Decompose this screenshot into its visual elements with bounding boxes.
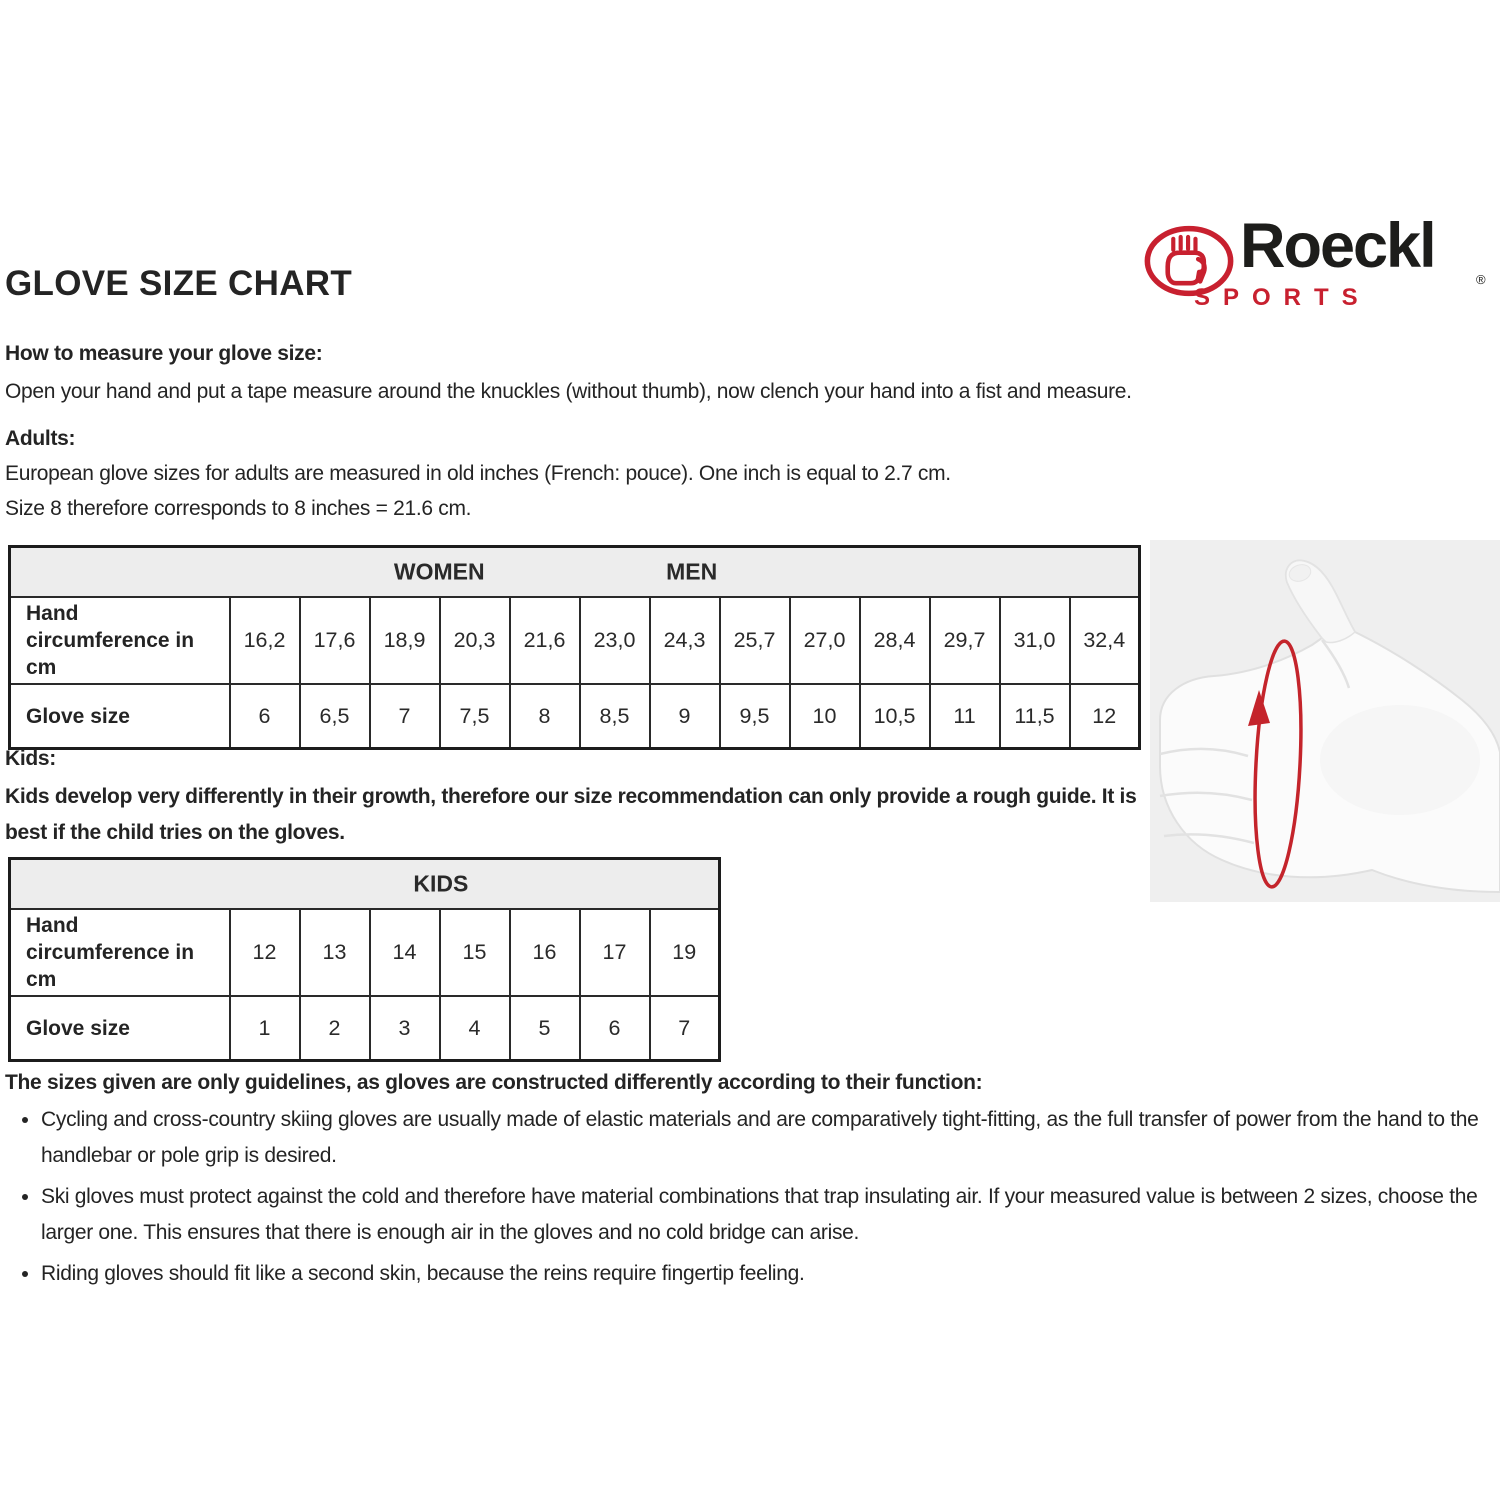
kids-glove-size-value: 7 [650,996,720,1061]
adults-circumference-value: 27,0 [790,597,860,684]
adults-circumference-value: 16,2 [230,597,300,684]
adults-glove-size-value: 7,5 [440,684,510,749]
adults-circumference-value: 21,6 [510,597,580,684]
adults-glove-size-value: 10,5 [860,684,930,749]
kids-group-header-cell [10,859,720,910]
kids-glove-size-value: 4 [440,996,510,1061]
adults-circumference-value: 32,4 [1070,597,1140,684]
roeckl-logo [1142,211,1496,315]
registered-trademark-symbol: ® [1476,272,1486,287]
men-group-label: MEN [666,558,718,585]
kids-circumference-value: 17 [580,909,650,996]
adults-glove-size-value: 6,5 [300,684,370,749]
adults-glove-size-value: 11,5 [1000,684,1070,749]
adults-circumference-value: 29,7 [930,597,1000,684]
adults-glove-size-value: 8 [510,684,580,749]
kids-circumference-value: 19 [650,909,720,996]
adults-text-line2: Size 8 therefore corresponds to 8 inches = 21.6 cm. [5,497,472,520]
kids-group-header-row [10,859,720,910]
kids-group-label: KIDS [413,870,469,897]
kids-circumference-row [10,909,720,996]
adults-group-header-cell [10,547,1140,598]
measure-instructions: Open your hand and put a tape measure around the knuckles (without thumb), now clench your hand into a fist and measure. [5,380,1132,403]
adults-glove-size-value: 12 [1070,684,1140,749]
adults-glove-size-value: 8,5 [580,684,650,749]
guidelines-heading: The sizes given are only guidelines, as gloves are constructed differently according to their function: [5,1071,983,1094]
kids-glove-size-row [10,996,720,1061]
kids-glove-size-label: Glove size [10,996,230,1061]
adults-circumference-value: 18,9 [370,597,440,684]
guideline-cycling: • Cycling and cross-country skiing gloves are usually made of elastic materials and are comparatively tight-fitting, as the full transfer of power from the hand to the handlebar or pole grip is desired. [41,1102,1500,1174]
hand-measurement-figure [1150,540,1500,902]
adults-circumference-value: 28,4 [860,597,930,684]
logo-sports-text: SPORTS [1194,284,1371,311]
adults-size-table [8,545,1141,750]
guidelines-list [5,1102,1500,1297]
adults-circumference-label: Hand circumference in cm [10,597,230,684]
guideline-ski: • Ski gloves must protect against the cold and therefore have material combinations that trap insulating air. If your measured value is between 2 sizes, choose the larger one. This ensures that there is enough air in the gloves and no cold bridge can arise. [41,1179,1500,1251]
kids-glove-size-value: 1 [230,996,300,1061]
kids-circumference-value: 12 [230,909,300,996]
adults-glove-size-value: 6 [230,684,300,749]
page-title: GLOVE SIZE CHART [5,264,353,303]
kids-glove-size-value: 2 [300,996,370,1061]
adults-glove-size-row [10,684,1140,749]
adults-text-line1: European glove sizes for adults are measured in old inches (French: pouce). One inch is equal to 2.7 cm. [5,462,951,485]
kids-circumference-value: 14 [370,909,440,996]
kids-glove-size-value: 5 [510,996,580,1061]
kids-circumference-value: 13 [300,909,370,996]
kids-glove-size-value: 6 [580,996,650,1061]
adults-glove-size-label: Glove size [10,684,230,749]
adults-heading: Adults: [5,427,76,450]
adults-glove-size-value: 10 [790,684,860,749]
adults-circumference-value: 31,0 [1000,597,1070,684]
kids-circumference-label: Hand circumference in cm [10,909,230,996]
women-group-label: WOMEN [393,558,485,585]
adults-glove-size-value: 9,5 [720,684,790,749]
adults-circumference-value: 23,0 [580,597,650,684]
guideline-riding: • Riding gloves should fit like a second skin, because the reins require fingertip feeling. [41,1256,1500,1292]
adults-group-header-row [10,547,1140,598]
measure-heading: How to measure your glove size: [5,342,323,365]
adults-circumference-value: 20,3 [440,597,510,684]
kids-circumference-value: 16 [510,909,580,996]
kids-circumference-value: 15 [440,909,510,996]
adults-circumference-value: 25,7 [720,597,790,684]
logo-brand-text: Roeckl [1240,211,1435,281]
kids-size-table [8,857,721,1062]
adults-glove-size-value: 7 [370,684,440,749]
adults-glove-size-value: 9 [650,684,720,749]
kids-heading: Kids: [5,747,57,770]
adults-circumference-value: 17,6 [300,597,370,684]
adults-glove-size-value: 11 [930,684,1000,749]
adults-circumference-value: 24,3 [650,597,720,684]
kids-glove-size-value: 3 [370,996,440,1061]
kids-text: Kids develop very differently in their growth, therefore our size recommendation can only provide a rough guide. It is best if the child tries on the gloves. [5,785,1137,844]
adults-circumference-row [10,597,1140,684]
